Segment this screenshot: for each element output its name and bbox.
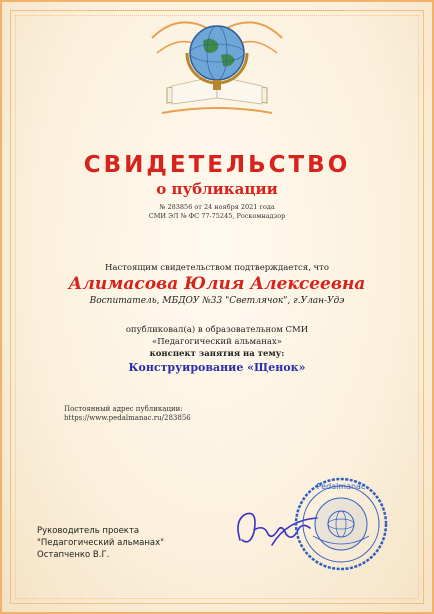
address-label: Постоянный адрес публикации: [64, 405, 183, 413]
certificate-subtitle: о публикации [156, 180, 278, 198]
person-position: Воспитатель, МБДОУ №33 "Светлячок", г.Улан-Удэ [89, 296, 345, 306]
published-line-1: опубликовал(а) в образовательном СМИ [125, 325, 309, 335]
stamp-seal-icon [293, 476, 389, 572]
globe-book-emblem-icon [147, 8, 287, 123]
svg-text:Pedalmanac: Pedalmanac [316, 482, 366, 491]
signer-title: Руководитель проекта [37, 526, 140, 536]
address-url[interactable]: https://www.pedalmanac.ru/283856 [64, 414, 191, 422]
signer-name: Остапченко В.Г. [37, 550, 110, 560]
confirm-text: Настоящим свидетельством подтверждается, что [104, 263, 329, 273]
smi-registration: СМИ ЭЛ № ФС 77-75245, Роскомнадзор [148, 212, 286, 220]
certificate-number: № 283856 от 24 ноября 2021 года [159, 203, 275, 211]
conspect-label: конспект занятия на тему: [149, 349, 285, 359]
signer-project: "Педагогический альманах" [37, 538, 165, 548]
certificate-title: СВИДЕТЕЛЬСТВО [83, 152, 351, 178]
published-line-2: «Педагогический альманах» [152, 337, 282, 347]
publication-topic: Конструирование «Щенок» [128, 361, 306, 374]
person-name: Алимасова Юлия Алексеевна [68, 274, 366, 294]
